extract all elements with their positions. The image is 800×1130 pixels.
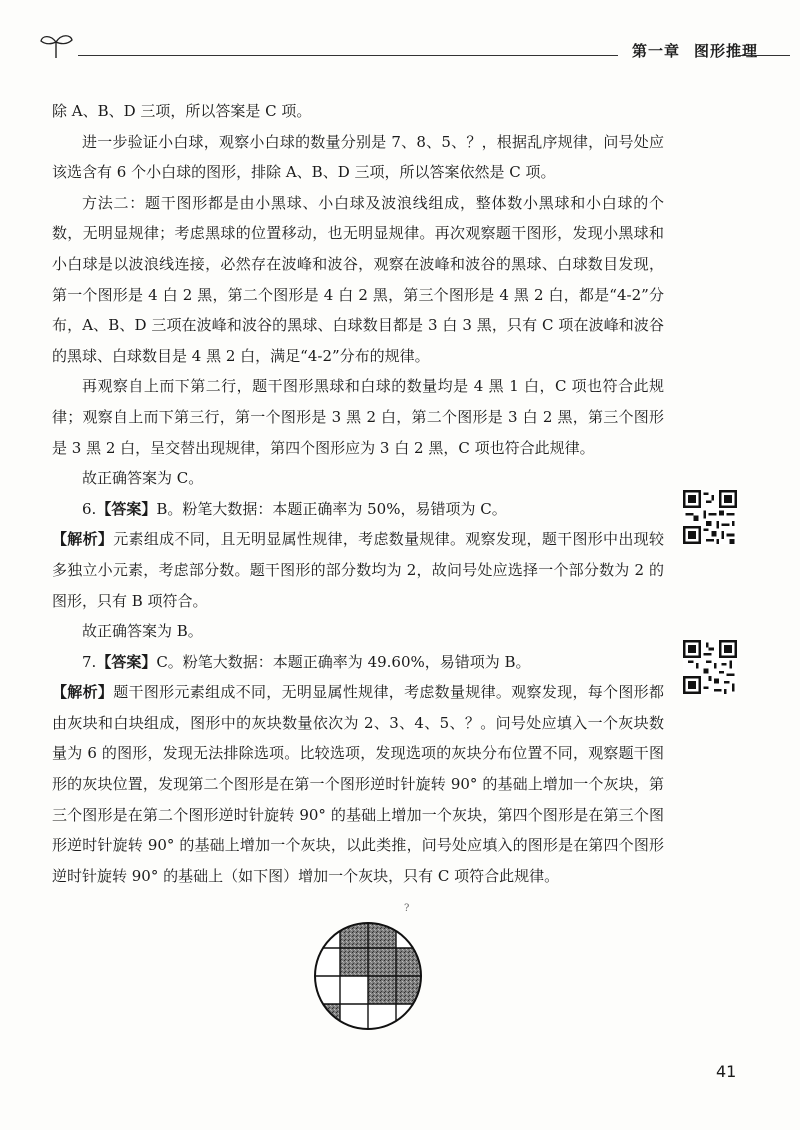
chapter-label: 第一章	[632, 42, 681, 60]
sprout-icon	[38, 30, 74, 60]
q7-analysis	[52, 677, 664, 891]
paragraph: 故正确答案为 C。	[82, 469, 204, 488]
header-chapter-title	[632, 40, 772, 61]
q6-number: 6.	[82, 499, 97, 518]
q7-analysis-text: 题干图形元素组成不同，无明显属性规律，考虑数量规律。观察发现，每个图形都由灰块和白块组成，图形中的灰块数量依次为 2、3、4、5、？。问号处应填入一个灰块数量为 6 的图形，发现无法排除选项。比较选项，发现选项的灰块分布位置不同，观察题干图形的灰块位置，发现第二个图形是在第一个图形逆时针旋转 90° 的基础上增加一个灰块，第三个图形是在第二个图形逆时针旋转 90° 的基础上增加一个灰块，第四个图形是在第三个图形逆时针旋转 90° 的基础上增加一个灰块，以此类推，问号处应填入的图形是在第四个图形逆时针旋转 90° 的基础上（如下图）增加一个灰块，只有 C 项符合此规律。	[52, 683, 664, 885]
q6-analysis-text: 元素组成不同，且无明显属性规律，考虑数量规律。观察发现，题干图形中出现较多独立小元素，考虑部分数。题干图形的部分数均为 2，故问号处应选择一个部分数为 2 的图形，只有 B 项符合。	[52, 530, 664, 610]
white-cell	[340, 976, 368, 1004]
analysis-tag: 【解析】	[52, 530, 114, 549]
paragraph: 进一步验证小白球，观察小白球的数量分别是 7、8、5、？，根据乱序规律，问号处应该选含有 6 个小白球的图形，排除 A、B、D 三项，所以答案依然是 C 项。	[52, 132, 664, 182]
q7-answer-text: C。粉笔大数据：本题正确率为 49.60%，易错项为 B。	[156, 652, 531, 671]
chapter-name: 图形推理	[694, 42, 759, 60]
qr-code-icon[interactable]	[683, 490, 737, 544]
page-number: 41	[716, 1062, 737, 1081]
header-rule-left	[78, 55, 618, 56]
answer-tag: 【答案】	[96, 499, 157, 518]
q7-number: 7.	[82, 652, 97, 671]
paragraph: 再观察自上而下第二行，题干图形黑球和白球的数量均是 4 黑 1 白，C 项也符合此规律；观察自上而下第三行，第一个图形是 3 黑 2 白，第二个图形是 3 白 2 黑，第三个图形是 3 黑 2 白，呈交替出现规律，第四个图形应为 3 白 2 黑，C 项也符合此规律。	[52, 377, 664, 457]
q6-answer-text: B。粉笔大数据：本题正确率为 50%，易错项为 C。	[156, 499, 507, 518]
rotation-figure	[312, 920, 424, 1032]
qr-code-icon[interactable]	[683, 640, 737, 694]
stray-mark: ?	[404, 903, 410, 914]
q7-answer	[52, 647, 664, 678]
gray-cell	[368, 976, 396, 1004]
paragraph: 方法二：题干图形都是由小黑球、小白球及波浪线组成，整体数小黑球和小白球的个数，无明显规律；考虑黑球的位置移动，也无明显规律。再次观察题干图形，发现小黑球和小白球是以波浪线连接，必然存在波峰和波谷，观察在波峰和波谷的黑球、白球数目发现，第一个图形是 4 白 2 黑，第二个图形是 4 白 2 黑，第三个图形是 4 黑 2 白，都是“4-2”分布，A、B、D 三项在波峰和波谷的黑球、白球数目都是 3 白 3 黑，只有 C 项在波峰和波谷的黑球、白球数目是 4 黑 2 白，满足“4-2”分布的规律。	[52, 193, 664, 365]
answer-tag: 【答案】	[96, 652, 157, 671]
q6-conclusion: 故正确答案为 B。	[82, 622, 203, 641]
analysis-tag: 【解析】	[52, 683, 114, 702]
gray-cell	[340, 948, 368, 976]
page-body	[52, 96, 664, 891]
paragraph: 除 A、B、D 三项，所以答案是 C 项。	[52, 102, 312, 120]
gray-cell	[368, 948, 396, 976]
header-rule-right	[738, 55, 790, 56]
page-header	[38, 30, 790, 66]
q6-answer	[52, 494, 664, 525]
q6-analysis	[52, 524, 664, 616]
